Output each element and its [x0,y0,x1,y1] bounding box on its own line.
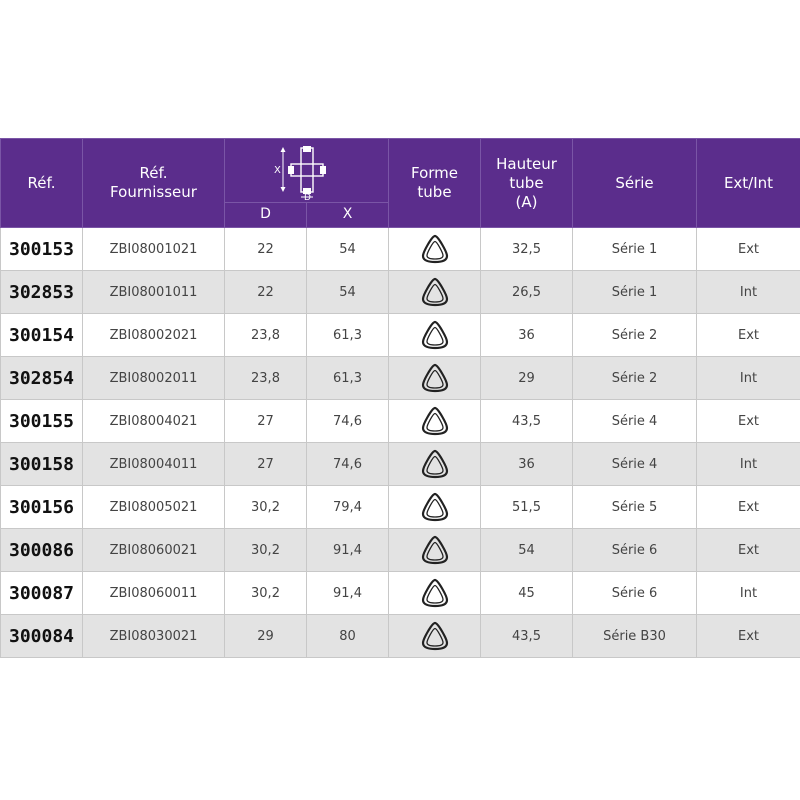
cell-series: Série 1 [573,271,697,314]
cell-ext-int: Ext [697,400,800,443]
table-row [1,400,800,443]
cell-tube-height: 26,5 [481,271,573,314]
diagram-x-label: X [273,165,281,177]
cell-d: 22 [225,271,307,314]
table-row [1,228,800,271]
cell-series: Série 6 [573,572,697,615]
cell-d: 27 [225,443,307,486]
cell-ext-int: Int [697,357,800,400]
cell-tube-height: 36 [481,314,573,357]
triangle-tube-icon [420,277,450,307]
table-row [1,357,800,400]
header-ext-int: Ext/Int [697,139,800,228]
cell-tube-shape [389,443,481,486]
cell-supplier-ref: ZBI08001021 [83,228,225,271]
cell-supplier-ref: ZBI08002021 [83,314,225,357]
cell-series: Série 6 [573,529,697,572]
cell-ext-int: Ext [697,228,800,271]
cell-series: Série 2 [573,357,697,400]
header-ref-supplier-label: Réf. Fournisseur [110,164,197,201]
cell-supplier-ref: ZBI08005021 [83,486,225,529]
cell-d: 27 [225,400,307,443]
header-d: D [225,202,307,227]
cell-ref: 300087 [1,572,83,615]
cell-x: 74,6 [307,400,389,443]
triangle-tube-icon [420,234,450,264]
cell-tube-height: 51,5 [481,486,573,529]
cell-ext-int: Int [697,271,800,314]
cell-ext-int: Ext [697,529,800,572]
cell-supplier-ref: ZBI08004021 [83,400,225,443]
cell-ext-int: Int [697,443,800,486]
cell-tube-height: 29 [481,357,573,400]
cell-x: 91,4 [307,529,389,572]
diagram-d-label: D [303,193,311,201]
cell-d: 30,2 [225,529,307,572]
table-row [1,572,800,615]
header-ref-supplier [83,139,225,228]
triangle-tube-icon [420,535,450,565]
cell-x: 74,6 [307,443,389,486]
header-ref: Réf. [1,139,83,228]
header-diagram [225,139,389,203]
table-row [1,271,800,314]
cell-ext-int: Int [697,572,800,615]
header-series: Série [573,139,697,228]
triangle-tube-icon [420,449,450,479]
cell-tube-shape [389,228,481,271]
cell-ext-int: Ext [697,615,800,658]
cell-ref: 300156 [1,486,83,529]
table-row [1,615,800,658]
triangle-tube-icon [420,320,450,350]
cell-series: Série 5 [573,486,697,529]
cell-supplier-ref: ZBI08001011 [83,271,225,314]
table-row [1,486,800,529]
cell-x: 79,4 [307,486,389,529]
cell-tube-shape [389,314,481,357]
cell-supplier-ref: ZBI08002011 [83,357,225,400]
cell-supplier-ref: ZBI08030021 [83,615,225,658]
cell-tube-height: 32,5 [481,228,573,271]
table-row [1,529,800,572]
cell-x: 80 [307,615,389,658]
cell-ref: 300158 [1,443,83,486]
cell-series: Série B30 [573,615,697,658]
cell-ref: 300153 [1,228,83,271]
table-row [1,443,800,486]
header-tube-height [481,139,573,228]
triangle-tube-icon [420,406,450,436]
triangle-tube-icon [420,621,450,651]
cell-tube-height: 45 [481,572,573,615]
cell-ref: 302853 [1,271,83,314]
header-tube-height-label: Hauteur tube (A) [496,154,557,211]
cell-series: Série 1 [573,228,697,271]
cell-ref: 302854 [1,357,83,400]
cell-tube-height: 43,5 [481,400,573,443]
cell-tube-height: 43,5 [481,615,573,658]
cell-tube-shape [389,357,481,400]
cell-tube-height: 54 [481,529,573,572]
cell-tube-shape [389,271,481,314]
table-row [1,314,800,357]
cell-d: 23,8 [225,357,307,400]
cell-supplier-ref: ZBI08060011 [83,572,225,615]
cell-ref: 300154 [1,314,83,357]
cell-supplier-ref: ZBI08004011 [83,443,225,486]
cell-tube-shape [389,400,481,443]
triangle-tube-icon [420,363,450,393]
cell-x: 61,3 [307,357,389,400]
cell-d: 29 [225,615,307,658]
header-tube-shape [389,139,481,228]
cell-tube-shape [389,572,481,615]
cell-d: 22 [225,228,307,271]
table-body [1,228,800,658]
cell-ref: 300086 [1,529,83,572]
cell-ext-int: Ext [697,314,800,357]
cell-x: 54 [307,271,389,314]
cell-x: 91,4 [307,572,389,615]
cell-d: 30,2 [225,572,307,615]
cell-ref: 300084 [1,615,83,658]
cell-ref: 300155 [1,400,83,443]
cell-x: 54 [307,228,389,271]
cell-supplier-ref: ZBI08060021 [83,529,225,572]
cell-tube-height: 36 [481,443,573,486]
triangle-tube-icon [420,492,450,522]
cell-x: 61,3 [307,314,389,357]
cell-d: 30,2 [225,486,307,529]
cell-d: 23,8 [225,314,307,357]
cell-series: Série 2 [573,314,697,357]
cell-tube-shape [389,486,481,529]
universal-joint-icon [267,140,347,200]
cell-ext-int: Ext [697,486,800,529]
cell-tube-shape [389,615,481,658]
cell-series: Série 4 [573,443,697,486]
header-tube-shape-label: Forme tube [410,164,458,201]
header-x: X [307,202,389,227]
cell-tube-shape [389,529,481,572]
spec-table [0,138,800,658]
cell-series: Série 4 [573,400,697,443]
triangle-tube-icon [420,578,450,608]
